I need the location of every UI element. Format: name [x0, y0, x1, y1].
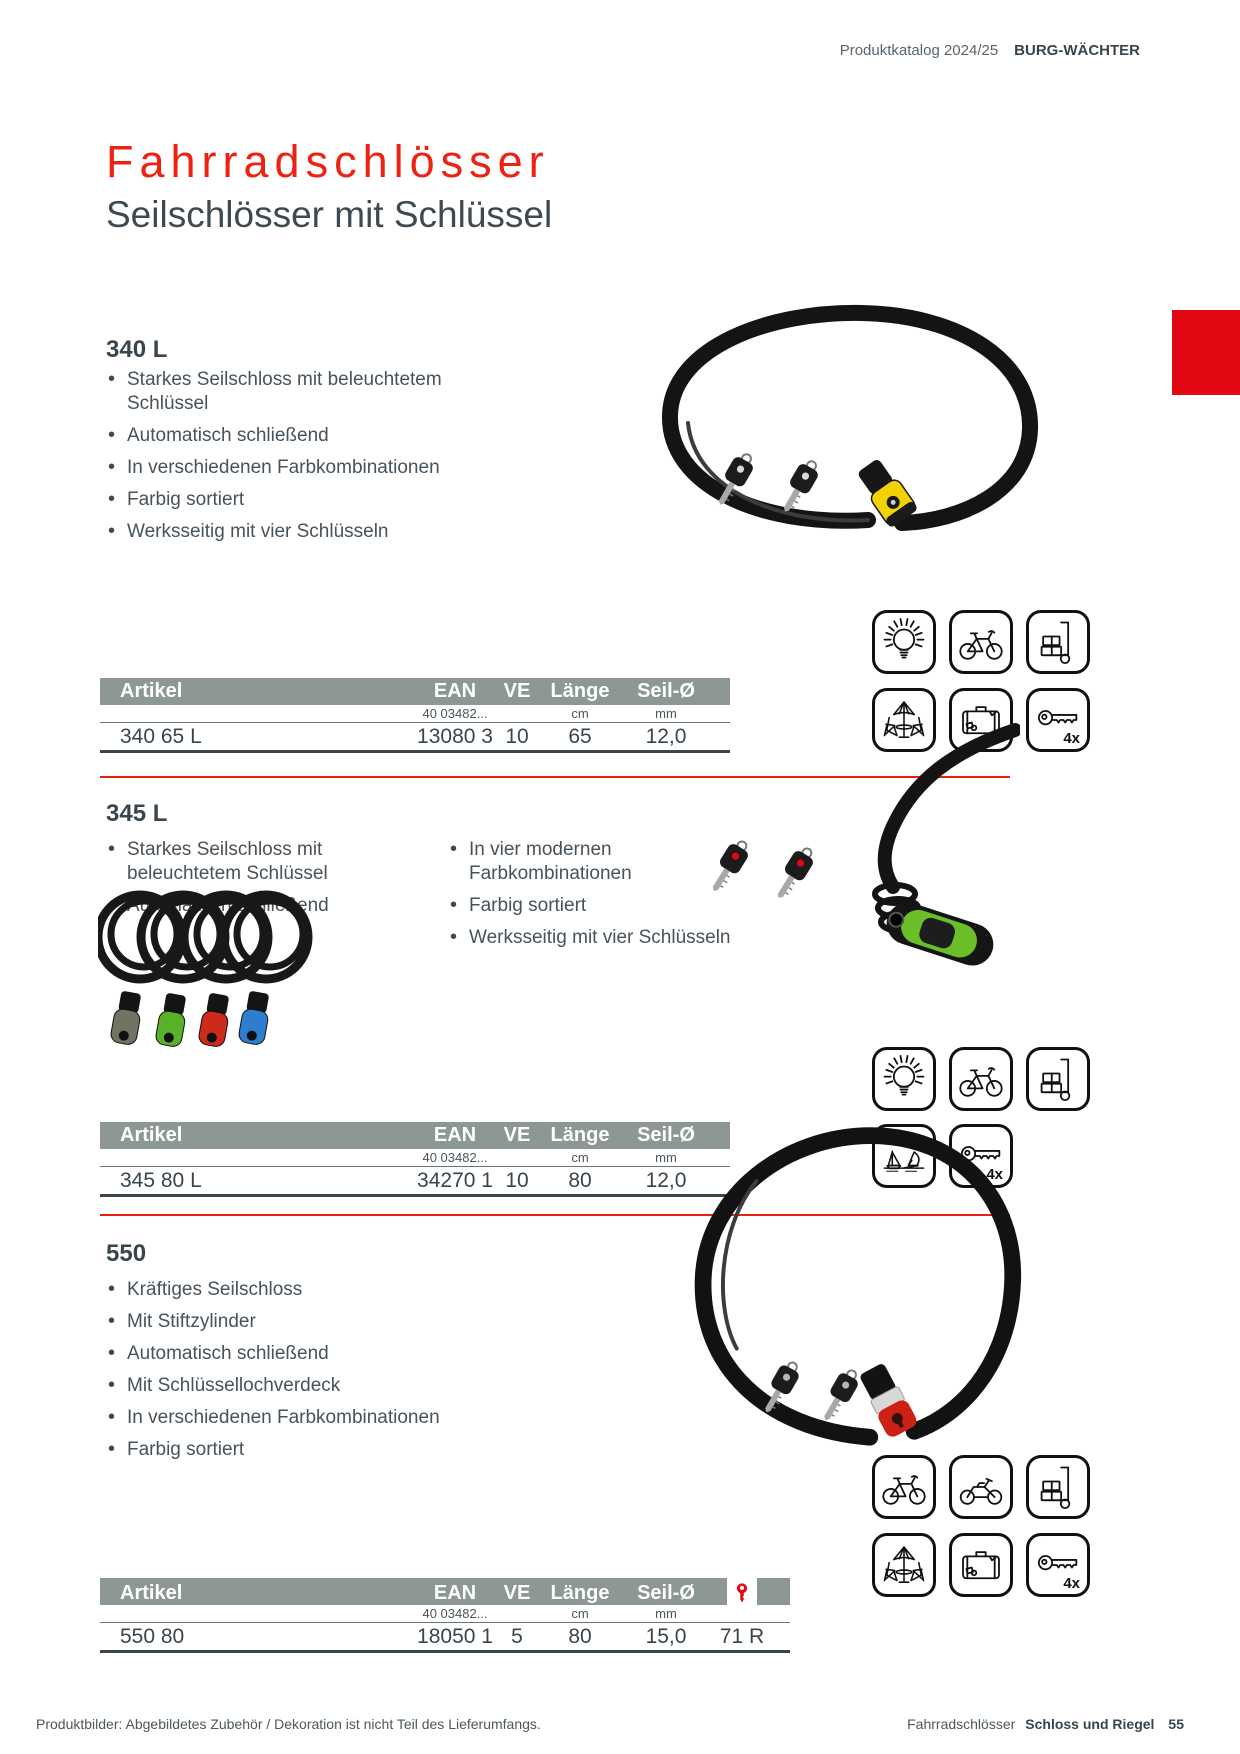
key-4x-icon [1026, 688, 1090, 752]
product-table-550 [100, 1578, 790, 1653]
footer-disclaimer: Produktbilder: Abgebildetes Zubehör / Dekoration ist nicht Teil des Lieferumfangs. [36, 1716, 541, 1732]
light-bulb-icon [872, 1047, 936, 1111]
key-type-icon [727, 1578, 757, 1608]
garden-furniture-icon [872, 1533, 936, 1597]
key-4x-icon [1026, 1533, 1090, 1597]
cell-laenge: 65 [568, 724, 592, 748]
col-ean: EAN [433, 1124, 477, 1146]
icon-count-label: 4x [1063, 730, 1080, 747]
unit-mm: mm [655, 706, 677, 721]
table-header-row [100, 1578, 790, 1605]
col-artikel: Artikel [120, 1124, 183, 1146]
col-artikel: Artikel [120, 1581, 183, 1604]
cell-ve: 5 [511, 1624, 523, 1648]
feature-item: • Werksseitig mit vier Schlüsseln [106, 520, 446, 544]
bicycle-icon [949, 1047, 1013, 1111]
brand-name: BURG-WÄCHTER [1014, 42, 1140, 59]
icon-count-label: 4x [986, 1166, 1003, 1183]
feature-item: • Farbig sortiert [106, 1438, 446, 1462]
page-number: 55 [1168, 1716, 1184, 1732]
product-table-345l [100, 1122, 730, 1197]
feature-item: • Automatisch schließend [106, 424, 446, 448]
feature-item: • In verschiedenen Farbkombinationen [106, 456, 446, 480]
feature-item: • Mit Schlüssellochverdeck [106, 1374, 446, 1398]
usage-icons-550-row2 [872, 1533, 1090, 1597]
col-laenge: Länge [550, 1124, 610, 1146]
product-image-550-cable-lock [675, 1112, 1035, 1452]
key-icon [704, 836, 753, 896]
cell-ean: 13080 3 [417, 724, 493, 748]
cell-seil: 12,0 [645, 1168, 687, 1192]
col-seil: Seil-Ø [637, 1124, 695, 1146]
key-icon [816, 1366, 863, 1426]
table-units-row [100, 1149, 730, 1167]
bicycle-icon [949, 610, 1013, 674]
cell-artikel: 550 80 [120, 1624, 185, 1648]
hand-truck-icon [1026, 1047, 1090, 1111]
icon-count-label: 4x [1063, 1575, 1080, 1592]
bicycle-icon [872, 1455, 936, 1519]
hand-truck-icon [1026, 610, 1090, 674]
cell-artikel: 340 65 L [120, 724, 202, 748]
feature-item: • Farbig sortiert [106, 488, 446, 512]
page-title: Fahrradschlösser [106, 136, 550, 187]
feature-item: • In verschiedenen Farbkombinationen [106, 1406, 446, 1430]
col-ve: VE [503, 1581, 531, 1604]
unit-cm: cm [571, 1150, 589, 1165]
table-units-row [100, 705, 730, 723]
hand-truck-icon [1026, 1455, 1090, 1519]
table-units-row [100, 1605, 790, 1623]
cell-key-type: 71 R [719, 1624, 765, 1648]
usage-icons-550-row1 [872, 1455, 1090, 1519]
feature-item: • Automatisch schließend [106, 1342, 446, 1366]
cell-ean: 34270 1 [417, 1168, 493, 1192]
cell-laenge: 80 [568, 1168, 592, 1192]
feature-item: • Automatisch schließend [106, 894, 406, 918]
product-image-345l-color-variants [98, 862, 313, 1087]
footer-chapter: Schloss und Riegel [1025, 1716, 1155, 1732]
product-image-340l-cable-lock [640, 295, 1050, 545]
unit-cm: cm [571, 706, 589, 721]
feature-item: • Kräftiges Seilschloss [106, 1278, 446, 1302]
col-ean: EAN [433, 680, 477, 702]
product-table-340l [100, 678, 730, 753]
footer-category: Fahrradschlösser [907, 1716, 1016, 1732]
col-laenge: Länge [550, 1581, 610, 1604]
unit-mm: mm [655, 1150, 677, 1165]
page-subtitle: Seilschlösser mit Schlüssel [106, 194, 553, 235]
ean-prefix: 40 03482... [422, 1150, 488, 1165]
col-ve: VE [503, 1124, 531, 1146]
light-bulb-icon [872, 610, 936, 674]
col-ean: EAN [433, 1581, 477, 1604]
cell-ve: 10 [505, 724, 529, 748]
product-image-345l-cable-lock [690, 722, 1020, 1032]
feature-item: • Werksseitig mit vier Schlüsseln [448, 926, 778, 950]
section-heading-340l: 340 L [106, 336, 168, 363]
page-header [840, 42, 1140, 59]
cell-artikel: 345 80 L [120, 1168, 202, 1192]
table-header-row [100, 678, 730, 705]
cell-seil: 12,0 [645, 724, 687, 748]
feature-item: • Mit Stiftzylinder [106, 1310, 446, 1334]
table-row [100, 723, 730, 753]
unit-mm: mm [655, 1606, 677, 1621]
cell-seil: 15,0 [645, 1624, 687, 1648]
chapter-thumb-tab [1172, 310, 1240, 395]
feature-item: • Starkes Seilschloss mit beleuchtetem Schlüssel [106, 838, 406, 886]
feature-item: • Starkes Seilschloss mit beleuchtetem Schlüssel [106, 368, 446, 416]
motorcycle-icon [949, 1455, 1013, 1519]
col-seil: Seil-Ø [637, 680, 695, 702]
table-row [100, 1623, 790, 1653]
table-header-row [100, 1122, 730, 1149]
col-artikel: Artikel [120, 680, 183, 702]
suitcase-icon [949, 1533, 1013, 1597]
col-seil: Seil-Ø [637, 1581, 695, 1604]
section-heading-550: 550 [106, 1240, 147, 1267]
cell-ve: 10 [505, 1168, 529, 1192]
feature-item: • Farbig sortiert [448, 894, 778, 918]
key-icon [769, 843, 818, 903]
col-laenge: Länge [550, 680, 610, 702]
cell-ean: 18050 1 [417, 1624, 493, 1648]
ean-prefix: 40 03482... [422, 706, 488, 721]
usage-icons-345l-row1 [872, 1047, 1090, 1111]
section-heading-345l: 345 L [106, 800, 168, 827]
feature-list-340l [106, 368, 446, 552]
feature-list-550 [106, 1278, 446, 1470]
table-row [100, 1167, 730, 1197]
col-ve: VE [503, 680, 531, 702]
unit-cm: cm [571, 1606, 589, 1621]
usage-icons-340l-row1 [872, 610, 1090, 674]
footer-pagination [907, 1716, 1184, 1732]
ean-prefix: 40 03482... [422, 1606, 488, 1621]
feature-item: • In vier modernen Farbkombinationen [448, 838, 778, 886]
cell-laenge: 80 [568, 1624, 592, 1648]
catalog-label: Produktkatalog 2024/25 [839, 42, 999, 59]
